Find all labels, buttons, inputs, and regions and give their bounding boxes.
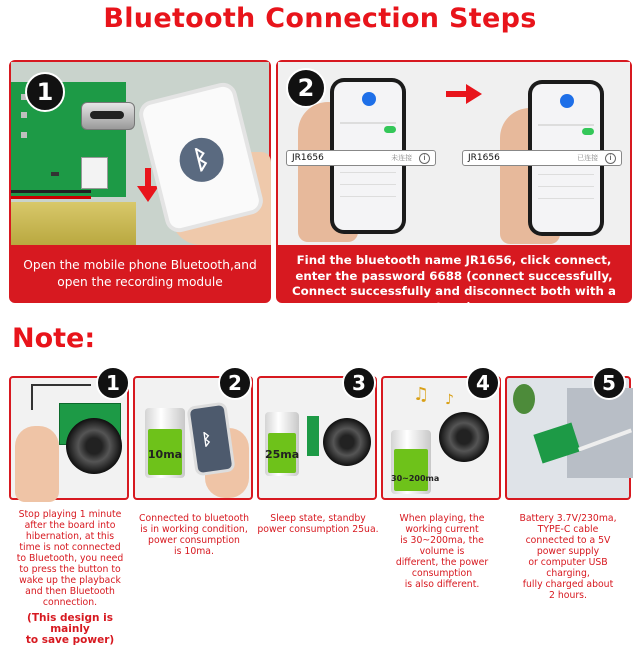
step1-panel: [9, 60, 271, 303]
note-5-caption: Battery 3.7V/230ma, TYPE-C cable connected to a 5V power supply or computer USB charging, fully charged about 2 hours.: [519, 513, 617, 601]
step2-panel: [276, 60, 632, 314]
note-2-caption: Connected to bluetooth is in working condition, power consumption is 10ma.: [139, 513, 249, 557]
page-title: Bluetooth Connection Steps: [103, 3, 537, 34]
info-icon[interactable]: i: [605, 153, 616, 164]
battery: [391, 430, 440, 494]
note-4-caption: When playing, the working current is 30~200ma, the volume is different, the power consumption is also different.: [395, 513, 489, 590]
device-name-field-left[interactable]: JR1656 未连接 i: [286, 150, 436, 166]
note-3-number-badge: 3: [342, 366, 376, 400]
step1-image: [11, 62, 269, 245]
note-1-number-badge: 1: [96, 366, 130, 400]
note-heading: Note:: [12, 323, 96, 354]
phone: [186, 402, 235, 477]
music-note-icon: ♪: [445, 392, 454, 408]
speaker: [439, 412, 489, 462]
speaker: [66, 418, 122, 474]
note-3-caption: Sleep state, standby power consumption 25ua.: [257, 513, 379, 535]
battery: [145, 408, 185, 478]
plant: [513, 384, 535, 414]
battery: [265, 412, 299, 476]
bluetooth-icon: ᛒ: [175, 133, 228, 186]
type-c-port: [81, 102, 135, 130]
finger: [15, 426, 59, 502]
step2-image: [278, 62, 630, 245]
note-4-number-badge: 4: [466, 366, 500, 400]
device-name-field-right[interactable]: JR1656 已连接 i: [462, 150, 622, 166]
note-1-extra: (This design is mainly to save power): [25, 612, 115, 646]
pcb-board: [307, 416, 319, 456]
phone: [136, 80, 266, 235]
speaker: [323, 418, 371, 466]
step1-caption: Open the mobile phone Bluetooth,and open the recording module: [11, 245, 269, 301]
info-icon[interactable]: i: [419, 153, 430, 164]
battery-label: 25ma: [265, 448, 300, 461]
bluetooth-icon: ᛒ: [200, 429, 213, 450]
battery-label: 30~200ma: [391, 474, 440, 483]
note-2-number-badge: 2: [218, 366, 252, 400]
note-5-number-badge: 5: [592, 366, 626, 400]
battery-label: 10ma: [147, 448, 183, 461]
step1-number-badge: 1: [25, 72, 65, 112]
step2-caption: Find the bluetooth name JR1656, click connect, enter the password 6688 (connect successfully, Connect successfully and disconnect both with a tone): [278, 245, 630, 301]
note-1-caption: Stop playing 1 minute after the board into hibernation, at this time is not connected to Bluetooth, you need to press the button to wake up the playback and then Bluetooth connection. (This design is mainly to save power): [9, 509, 131, 646]
step2-number-badge: 2: [286, 68, 326, 108]
lipo-battery: [11, 202, 136, 245]
music-note-icon: ♫: [413, 384, 430, 405]
arrow-right-icon: [446, 84, 482, 104]
